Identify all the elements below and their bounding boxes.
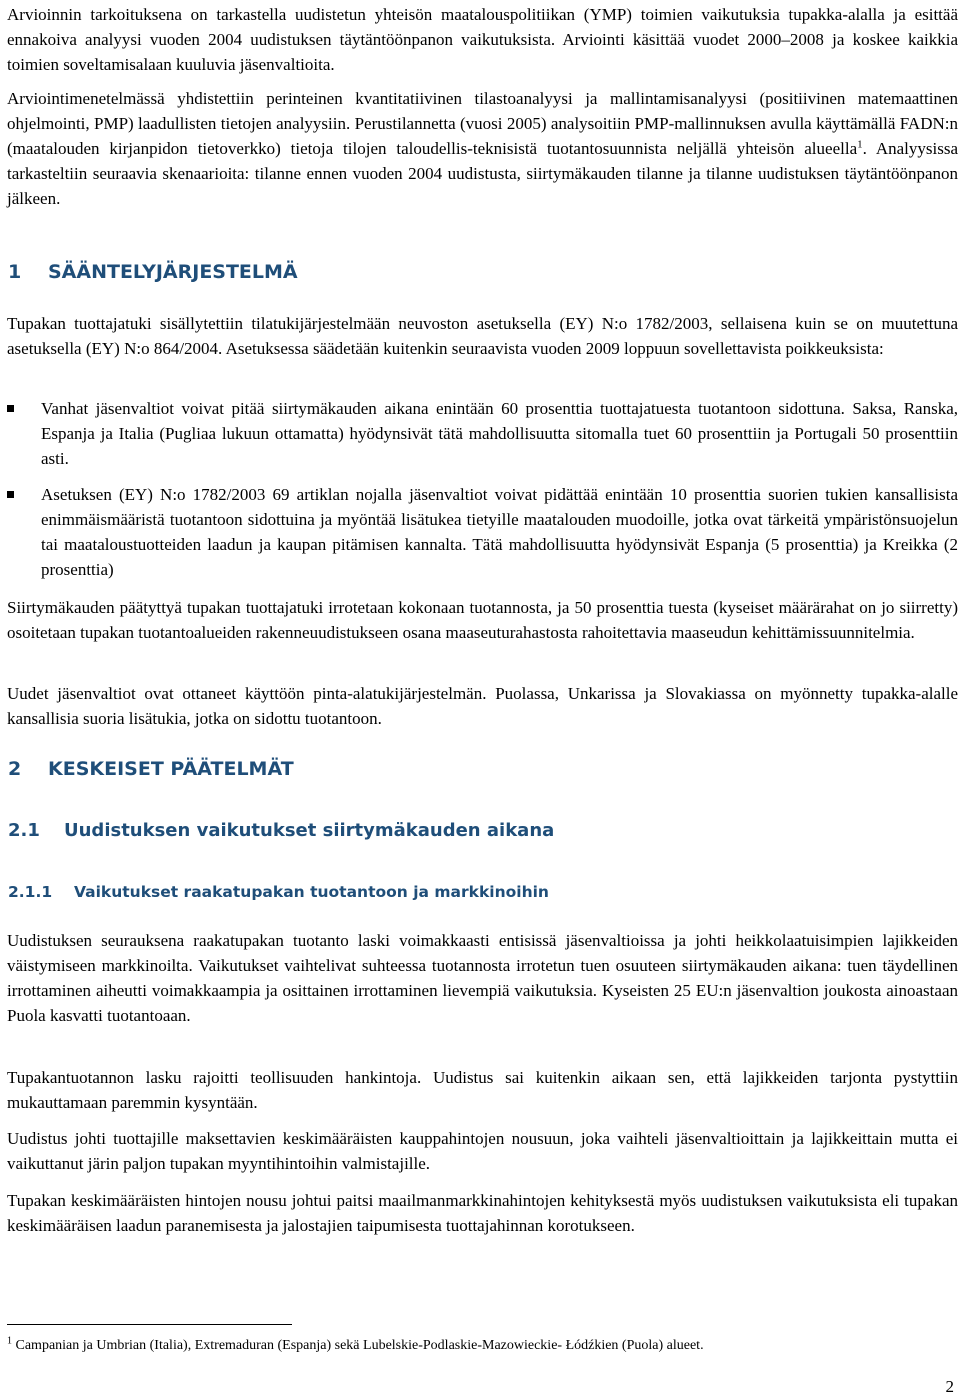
bullet-item-2: [7, 482, 958, 582]
paragraph-production-effects: Uudistuksen seurauksena raakatupakan tuotanto laski voimakkaasti entisissä jäsenvaltioissa ja johti heikkolaatuisimpien lajikkeiden väistymiseen markkinoilta. Vaikutukset vaihtelivat suhteessa tuotannosta irrotetun tuen osuuteen siirtymäkauden aikana: tuen täydellinen irrottaminen aiheutti voimakkaampia ja osittainen irrottaminen lievempiä vaikutuksia. Kyseisten 25 EU:n jäsenvaltion joukosta ainoastaan Puola kasvatti tuotantoaan.: [7, 931, 958, 1025]
footnote: [7, 1336, 952, 1356]
heading-section-2-1-number: 2.1: [8, 820, 40, 841]
paragraph-industry-purchases: Tupakantuotannon lasku rajoitti teollisuuden hankintoja. Uudistus sai kuitenkin aikaan sen, että lajikkeiden tarjonta pystyttiin mukauttamaan paremmin kysyntään.: [7, 1068, 958, 1112]
footnote-reference[interactable]: 1: [857, 138, 863, 151]
footnote-marker: 1: [7, 1335, 12, 1347]
heading-section-2-number: 2: [8, 758, 22, 780]
bullet-item-2-text: Asetuksen (EY) N:o 1782/2003 69 artiklan nojalla jäsenvaltiot voivat pidättää enintään 10 prosenttia suorien tukien kansallisista enimmäismääristä tuotantoon sidottuina ja myöntää lisätukea tietyille maatalouden muodoille, jotka ovat tärkeitä ympäristönsuojelun tai maataloustuotteiden laadun ja kaupan pitämisen kannalta. Tätä mahdollisuutta hyödynsivät Espanja (5 prosenttia) ja Kreikka (2 prosenttia): [41, 485, 958, 579]
paragraph-intro-method-main: Arviointimenetelmässä yhdistettiin perinteinen kvantitatiivinen tilastoanalyysi ja mallintamisanalyysi (positiivinen matemaattinen ohjelmointi, PMP) laadullisten tietojen analyysiin. Perustilannetta (vuosi 2005) analysoitiin PMP-mallinnuksen avulla käyttämällä FADN:n (maatalouden kirjanpidon tietoverkko) tietoja tilojen taloudellis-teknisistä tuotantosuunnista neljällä yhteisön alueella: [7, 89, 958, 158]
paragraph-new-member-states: Uudet jäsenvaltiot ovat ottaneet käyttöön pinta-alatukijärjestelmän. Puolassa, Unkarissa ja Slovakiassa on myönnetty tupakka-alalle kansallisia suoria lisätukia, jotka on sidottu tuotantoon.: [7, 684, 958, 728]
heading-section-1: [8, 259, 298, 285]
bullet-item-1: [7, 396, 958, 471]
paragraph-average-prices: Tupakan keskimääräisten hintojen nousu johtui paitsi maailmanmarkkinahintojen kehityksestä myös uudistuksen vaikutuksista eli tupakan keskimääräisen laadun paranemisesta ja jalostajien taipumisesta tuottajahinnan korotukseen.: [7, 1191, 958, 1235]
footnote-separator: [7, 1324, 292, 1325]
page-number: 2: [945, 1377, 954, 1396]
heading-section-1-title: SÄÄNTELYJÄRJESTELMÄ: [48, 261, 298, 283]
paragraph-transition-end: Siirtymäkauden päätyttyä tupakan tuottajatuki irrotetaan kokonaan tuotannosta, ja 50 prosenttia tuesta (kyseiset määrärahat on jo siirretty) osoitetaan tupakan tuotantoalueiden rakenneuudistukseen osana maaseuturahastosta rahoitettavia maaseudun kehittämissuunnitelmia.: [7, 598, 958, 642]
paragraph-regime-intro: Tupakan tuottajatuki sisällytettiin tilatukijärjestelmään neuvoston asetuksella (EY) N:o 1782/2003, sellaisena kuin se on muutettuna asetuksella (EY) N:o 864/2004. Asetuksessa säädetään kuitenkin seuraavista vuoden 2009 loppuun sovellettavista poikkeuksista:: [7, 314, 958, 358]
heading-section-2-1-1: [8, 880, 549, 904]
heading-section-2-title: KESKEISET PÄÄTELMÄT: [48, 758, 294, 780]
paragraph-intro-method-rest: . Analyysissa tarkasteltiin seuraavia skenaarioita: tilanne ennen vuoden 2004 uudistusta, siirtymäkauden tilanne ja tilanne uudistuksen täytäntöönpanon jälkeen.: [7, 139, 958, 208]
footnote-text: Campanian ja Umbrian (Italia), Extremaduran (Espanja) sekä Lubelskie-Podlaskie-Mazowieckie- Łódźkien (Puola) alueet.: [15, 1338, 704, 1353]
heading-section-2-1: [8, 818, 554, 844]
heading-section-2: [8, 756, 294, 782]
heading-section-2-1-title: Uudistuksen vaikutukset siirtymäkauden aikana: [64, 820, 555, 841]
heading-section-2-1-1-number: 2.1.1: [8, 883, 53, 901]
bullet-square-icon: [7, 405, 14, 412]
paragraph-intro-purpose: Arvioinnin tarkoituksena on tarkastella uudistetun yhteisön maatalouspolitiikan (YMP) toimien vaikutuksia tupakka-alalla ja esittää ennakoiva analyysi vuoden 2004 uudistuksen täytäntöönpanon vaikutuksista. Arviointi käsittää vuodet 2000–2008 ja koskee kaikkia toimien soveltamisalaan kuuluvia jäsenvaltioita.: [7, 5, 958, 74]
heading-section-2-1-1-title: Vaikutukset raakatupakan tuotantoon ja markkinoihin: [74, 883, 549, 901]
bullet-square-icon: [7, 491, 14, 498]
paragraph-intro-method: [7, 86, 958, 211]
bullet-item-1-text: Vanhat jäsenvaltiot voivat pitää siirtymäkauden aikana enintään 60 prosenttia tuottajatuesta tuotantoon sidottuna. Saksa, Ranska, Espanja ja Italia (Pugliaa lukuun ottamatta) hyödynsivät tätä mahdollisuutta sitomalla tuet 60 prosenttiin ja Portugali 50 prosenttiin asti.: [41, 399, 958, 468]
paragraph-producer-prices: Uudistus johti tuottajille maksettavien keskimääräisten kauppahintojen nousuun, joka vaihteli jäsenvaltioittain ja lajikkeittain mutta ei vaikuttanut järin paljon tupakan myyntihintoihin valmistajille.: [7, 1129, 958, 1173]
heading-section-1-number: 1: [8, 261, 22, 283]
